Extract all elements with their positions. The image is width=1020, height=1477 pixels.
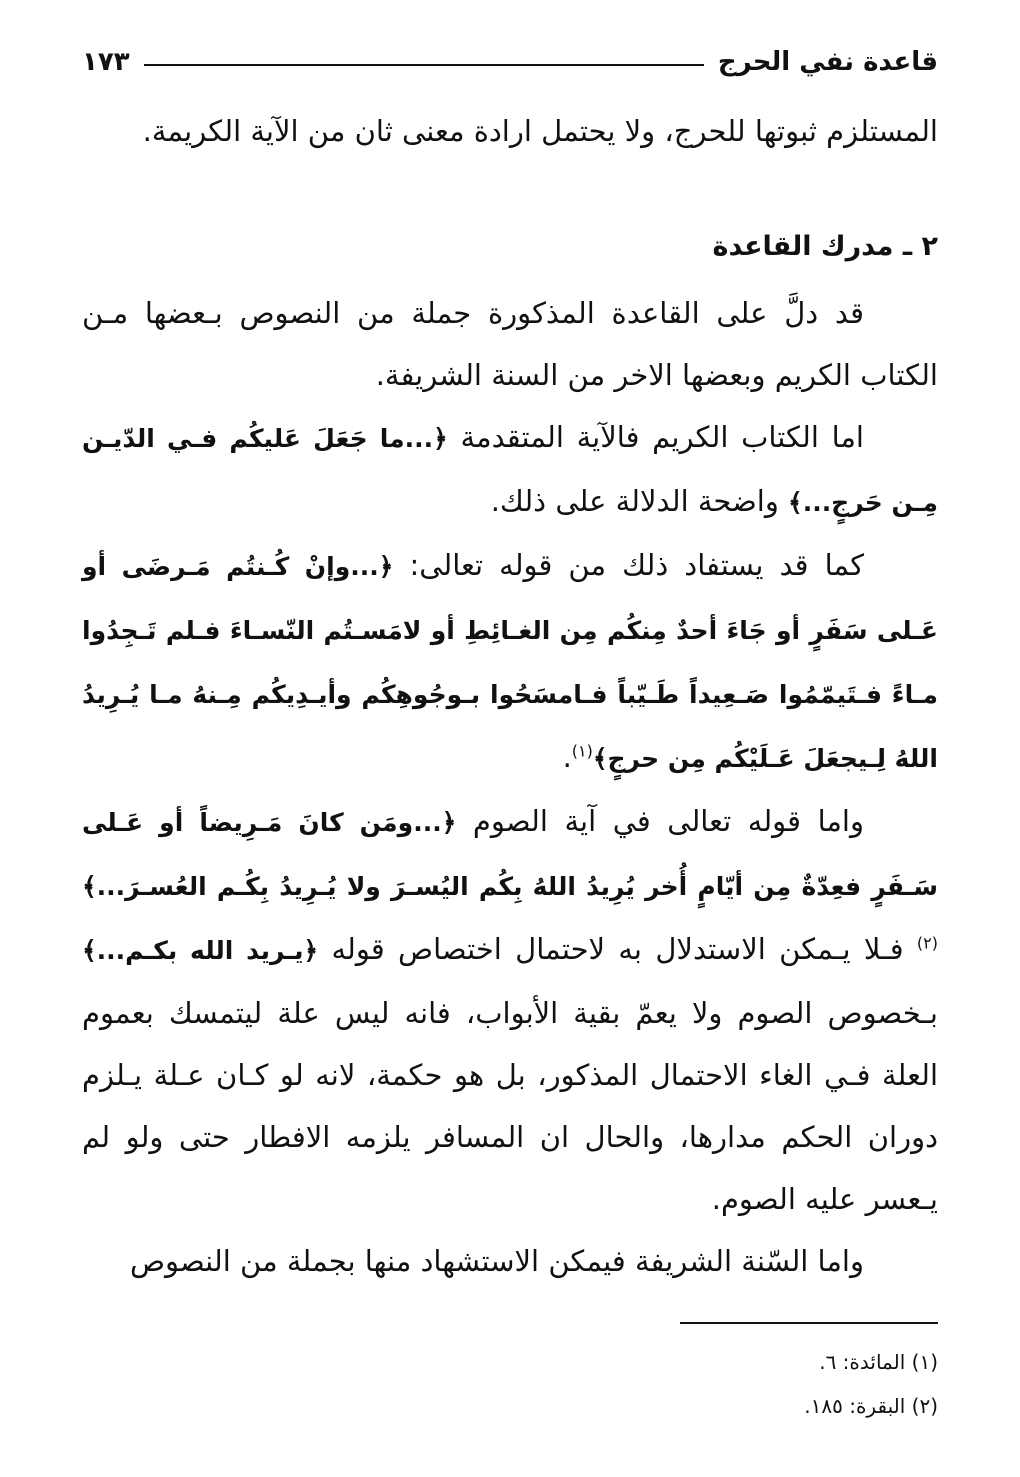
intro-paragraph <box>82 100 938 162</box>
footnote-2: (٢) البقرة: ١٨٥. <box>804 1394 938 1418</box>
quran-verse: ﴿يـريد الله بكـم...﴾ <box>82 936 319 965</box>
quran-verse: ﴿...ومَن كانَ مَـرِيضاً أو عَـلى سَـفَرٍ فعِدّةٌ مِن أيّامٍ أُخر يُرِيدُ اللهُ بِكُم اليُسـرَ ولا يُـرِيدُ بِكُـم العُسـرَ...﴾ <box>82 808 938 901</box>
footnote-marker-1: (١) <box>571 741 593 761</box>
paragraph-5: واما السّنة الشريفة فيمكن الاستشهاد منها بجملة من النصوص <box>129 1244 864 1278</box>
footnote-marker-2: (٢) <box>916 933 938 953</box>
quran-verse: ﴿...وإنْ كُـنتُم مَـرضَى أو عَـلى سَفَرٍ أو جَاءَ أحدٌ مِنكُم مِن الغـائِطِ أو لامَسـتُم النّسـاءَ فـلم تَـجِدُوا مـاءً فـتَيمّمُوا صَـعِيداً طَـيّباً فـامسَحُوا بـوجُوهِكُم وأيـدِيكُم مِـنهُ مـا يُـرِيدُ اللهُ لِـيجعَلَ عَـلَيْكُم مِن حرجٍ﴾ <box>82 552 938 773</box>
paragraph-2 <box>82 406 938 534</box>
paragraph-4 <box>82 790 938 1230</box>
footnotes <box>82 1340 938 1428</box>
footnote-1: (١) المائدة: ٦. <box>819 1350 938 1374</box>
page-number: ١٧٣ <box>82 47 130 77</box>
footnote-rule <box>680 1322 938 1324</box>
intro-text: المستلزم ثبوتها للحرج، ولا يحتمل ارادة معنى ثان من الآية الكريمة. <box>142 114 938 148</box>
header-title: قاعدة نفي الحرج <box>717 47 938 77</box>
running-header <box>82 40 938 84</box>
main-text <box>82 282 938 1292</box>
paragraph-2-text: اما الكتاب الكريم فالآية المتقدمة <box>447 420 864 454</box>
quran-verse: ﴿...ما جَعَلَ عَليكُم فـي الدّيـن مِـن حَرجٍ...﴾ <box>82 424 938 517</box>
paragraph-4-text-mid: فـلا يـمكن الاستدلال به لاحتمال اختصاص قوله <box>318 932 917 966</box>
paragraph-3-text: كما قد يستفاد ذلك من قوله تعالى: <box>393 548 864 582</box>
paragraph-4-text-end: بـخصوص الصوم ولا يعمّ بقية الأبواب، فانه ليس علة ليتمسك بعموم العلة فـي الغاء الاحتمال المذكور، بل هو حكمة، لانه لو كـان عـلة يـلزم دوران الحكم مدارها، والحال ان المسافر يلزمه الافطار حتى ولو لم يـعسر عليه الصوم. <box>82 996 938 1216</box>
paragraph-3 <box>82 534 938 790</box>
header-rule <box>144 64 704 66</box>
paragraph-1: قد دلَّ على القاعدة المذكورة جملة من النصوص بـعضها مـن الكتاب الكريم وبعضها الاخر من السنة الشريفة. <box>82 296 938 392</box>
paragraph-3-text-end: . <box>562 740 572 774</box>
section-heading: ٢ ـ مدرك القاعدة <box>712 231 938 262</box>
paragraph-4-text: واما قوله تعالى في آية الصوم <box>456 804 864 838</box>
paragraph-2-text-end: واضحة الدلالة على ذلك. <box>490 484 789 518</box>
